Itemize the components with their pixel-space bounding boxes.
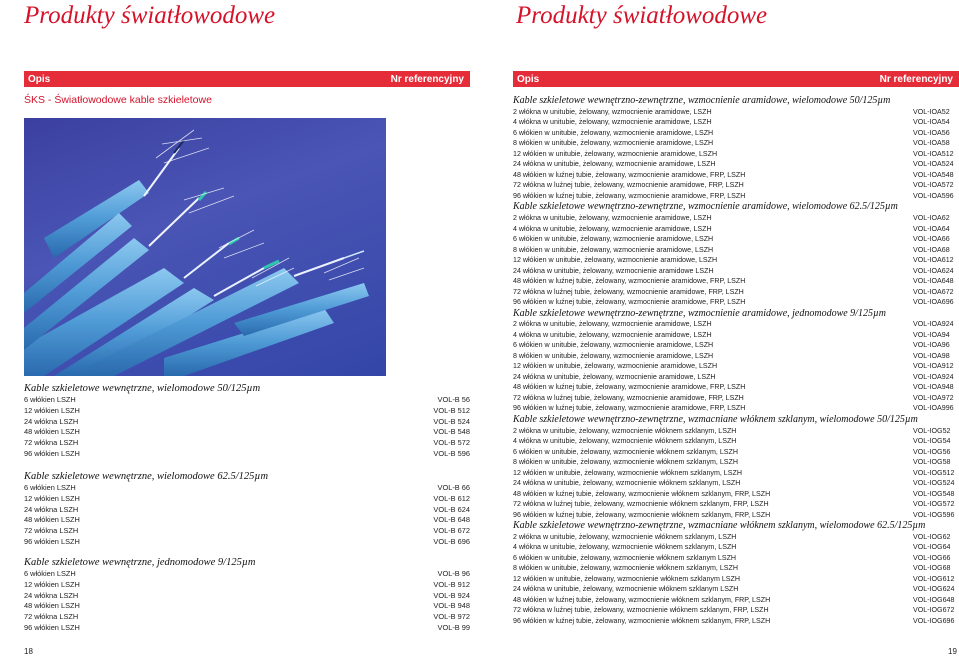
table-row (513, 234, 959, 245)
item-desc: 96 włókien w luźnej tubie, żelowany, wzmocnienie włóknem szklanym, FRP, LSZH (513, 510, 771, 519)
right-group-2 (513, 201, 959, 307)
table-row (513, 510, 959, 521)
table-row (24, 438, 470, 449)
section-title: ŚKS - Światłowodowe kable szkieletowe (24, 94, 212, 106)
item-code: VOL-IOG596 (913, 510, 955, 519)
item-code: VOL-IOA924 (913, 320, 954, 329)
item-code: VOL-IOA996 (913, 404, 954, 413)
item-desc: 12 włókien LSZH (24, 405, 80, 415)
item-code: VOL-IOA912 (913, 362, 954, 371)
item-code: VOL-B 612 (433, 493, 470, 503)
item-desc: 6 włókien w unitubie, żelowany, wzmocnienie aramidowe, LSZH (513, 341, 714, 350)
table-row (513, 117, 959, 128)
item-desc: 6 włókien w unitubie, żelowany, wzmocnienie włóknem szklanym, LSZH (513, 447, 738, 456)
item-desc: 24 włókna LSZH (24, 504, 79, 514)
item-desc: 72 włókna LSZH (24, 612, 79, 622)
item-code: VOL-B 548 (433, 427, 470, 437)
page-number-right: 19 (948, 647, 957, 656)
item-desc: 6 włókien LSZH (24, 483, 76, 492)
right-table-header (513, 71, 959, 87)
item-code: VOL-B 66 (437, 483, 470, 492)
item-code: VOL-B 912 (433, 579, 470, 589)
item-desc: 96 włókien w luźnej tubie, żelowany, wzmocnienie aramidowe, FRP, LSZH (513, 191, 746, 200)
item-desc: 12 włókien w unitubie, żelowany, wzmocnienie aramidowe, LSZH (513, 256, 718, 265)
item-desc: 12 włókien w unitubie, żelowany, wzmocnienie aramidowe, LSZH (513, 149, 718, 158)
item-desc: 48 włókien w luźnej tubie, żelowany, wzmocnienie aramidowe, FRP, LSZH (513, 383, 746, 392)
item-code: VOL-B 596 (433, 448, 470, 458)
item-desc: 12 włókien LSZH (24, 493, 80, 503)
item-code: VOL-IOA924 (913, 372, 954, 381)
left-page-title: Produkty światłowodowe (24, 2, 276, 29)
item-desc: 4 włókna w unitubie, żelowany, wzmocnienie aramidowe, LSZH (513, 330, 712, 339)
table-row (513, 170, 959, 181)
item-code: VOL-IOG572 (913, 500, 955, 509)
right-group-5 (513, 520, 959, 626)
item-code: VOL-IOA696 (913, 298, 954, 307)
table-row (513, 351, 959, 362)
table-row (513, 191, 959, 202)
table-row (513, 330, 959, 341)
table-row (24, 601, 470, 612)
item-code: VOL-IOA66 (913, 235, 950, 244)
table-row (513, 255, 959, 266)
table-row (513, 574, 959, 585)
item-desc: 72 włókna LSZH (24, 526, 79, 536)
group-title: Kable szkieletowe wewnętrzne, jednomodowe 9/125µm (24, 557, 256, 568)
item-code: VOL-IOG54 (913, 437, 951, 446)
right-page-title: Produkty światłowodowe (516, 2, 768, 29)
table-row (513, 532, 959, 543)
item-code: VOL-B 648 (433, 515, 470, 525)
item-code: VOL-B 972 (433, 612, 470, 622)
item-code: VOL-IOG524 (913, 479, 955, 488)
item-desc: 8 włókien w unitubie, żelowany, wzmocnienie włóknem szklanym, LSZH (513, 564, 738, 573)
table-row (513, 478, 959, 489)
item-desc: 6 włókien LSZH (24, 569, 76, 578)
table-row (24, 537, 470, 548)
item-code: VOL-IOA672 (913, 287, 954, 296)
item-code: VOL-IOG52 (913, 426, 951, 435)
item-code: VOL-IOA948 (913, 383, 954, 392)
item-desc: 4 włókna w unitubie, żelowany, wzmocnienie aramidowe, LSZH (513, 118, 712, 127)
left-table-header (24, 71, 470, 87)
item-code: VOL-IOG512 (913, 468, 955, 477)
item-desc: 12 włókien w unitubie, żelowany, wzmocnienie włóknem szklanym LSZH (513, 574, 740, 583)
item-code: VOL-IOA548 (913, 170, 954, 179)
item-desc: 48 włókien LSZH (24, 515, 80, 525)
item-code: VOL-B 696 (433, 536, 470, 546)
item-code: VOL-IOA624 (913, 266, 954, 275)
table-row (24, 494, 470, 505)
table-row (513, 372, 959, 383)
table-row (24, 483, 470, 494)
item-code: VOL-IOA68 (913, 245, 950, 254)
table-row (513, 393, 959, 404)
item-desc: 72 włókna w luźnej tubie, żelowany, wzmocnienie aramidowe, FRP, LSZH (513, 287, 744, 296)
item-desc: 24 włókna LSZH (24, 590, 79, 600)
item-desc: 2 włókna w unitubie, żelowany, wzmocnienie aramidowe, LSZH (513, 107, 712, 116)
table-row (513, 382, 959, 393)
item-code: VOL-IOA596 (913, 191, 954, 200)
group-title: Kable szkieletowe wewnętrzno-zewnętrzne, wzmacniane włóknem szklanym, wielomodowe 62.5/125µm (513, 520, 926, 532)
left-group-1 (24, 382, 470, 460)
left-page (0, 0, 479, 657)
item-desc: 72 włókna LSZH (24, 438, 79, 448)
item-desc: 8 włókien w unitubie, żelowany, wzmocnienie aramidowe, LSZH (513, 245, 714, 254)
table-row (513, 605, 959, 616)
item-code: VOL-IOG612 (913, 574, 955, 583)
left-group-3 (24, 556, 470, 634)
table-row (513, 245, 959, 256)
item-desc: 48 włókien w luźnej tubie, żelowany, wzmocnienie włóknem szklanym, FRP, LSZH (513, 489, 771, 498)
table-row (513, 340, 959, 351)
right-group-1 (513, 95, 959, 201)
item-desc: 12 włókien w unitubie, żelowany, wzmocnienie włóknem szklanym, LSZH (513, 468, 742, 477)
item-code: VOL-IOA62 (913, 214, 950, 223)
item-desc: 48 włókien w luźnej tubie, żelowany, wzmocnienie aramidowe, FRP, LSZH (513, 277, 746, 286)
item-desc: 2 włókna w unitubie, żelowany, wzmocnienie aramidowe, LSZH (513, 214, 712, 223)
item-code: VOL-B 572 (433, 438, 470, 448)
item-desc: 24 włókna w unitubie, żelowany, wzmocnienie aramidowe LSZH (513, 266, 714, 275)
group-title: Kable szkieletowe wewnętrzno-zewnętrzne, wzmacniane włóknem szklanym, wielomodowe 50/125µm (513, 413, 918, 425)
left-group-2 (24, 470, 470, 548)
fiber-cable-illustration (24, 118, 386, 376)
table-row (513, 319, 959, 330)
table-row (24, 569, 470, 580)
item-code: VOL-IOG56 (913, 447, 951, 456)
right-product-list (513, 95, 959, 626)
item-desc: 24 włókna w unitubie, żelowany, wzmocnienie aramidowe, LSZH (513, 160, 716, 169)
item-code: VOL-IOG62 (913, 532, 951, 541)
item-desc: 12 włókien LSZH (24, 579, 80, 589)
table-row (24, 515, 470, 526)
item-desc: 6 włókien w unitubie, żelowany, wzmocnienie aramidowe, LSZH (513, 235, 714, 244)
table-row (24, 417, 470, 428)
table-row (513, 276, 959, 287)
item-code: VOL-IOG68 (913, 564, 951, 573)
item-code: VOL-IOA512 (913, 149, 954, 158)
item-code: VOL-B 624 (433, 504, 470, 514)
item-desc: 24 włókna w unitubie, żelowany, wzmocnienie aramidowe, LSZH (513, 372, 716, 381)
item-code: VOL-B 948 (433, 601, 470, 611)
item-desc: 4 włókna w unitubie, żelowany, wzmocnienie włóknem szklanym, LSZH (513, 437, 737, 446)
table-row (513, 436, 959, 447)
table-row (513, 287, 959, 298)
item-desc: 48 włókien w luźnej tubie, żelowany, wzmocnienie aramidowe, FRP, LSZH (513, 170, 746, 179)
table-row (24, 623, 470, 634)
item-code: VOL-B 99 (437, 622, 470, 632)
table-row (513, 213, 959, 224)
table-row (513, 138, 959, 149)
right-group-3 (513, 308, 959, 414)
item-desc: 72 włókna w luźnej tubie, żelowany, wzmocnienie włóknem szklanym, FRP, LSZH (513, 500, 769, 509)
table-row (513, 426, 959, 437)
group-title: Kable szkieletowe wewnętrzno-zewnętrzne, wzmocnienie aramidowe, wielomodowe 50/125µm (513, 95, 891, 106)
item-desc: 72 włókna w luźnej tubie, żelowany, wzmocnienie aramidowe, FRP, LSZH (513, 181, 744, 190)
item-code: VOL-IOA524 (913, 160, 954, 169)
table-row (513, 149, 959, 160)
group-title: Kable szkieletowe wewnętrzne, wielomodowe 62.5/125µm (24, 471, 269, 482)
table-row (513, 616, 959, 627)
item-desc: 96 włókien LSZH (24, 622, 80, 632)
item-desc: 96 włókien LSZH (24, 536, 80, 546)
item-desc: 24 włókna w unitubie, żelowany, wzmocnienie włóknem szklanym, LSZH (513, 479, 741, 488)
item-desc: 4 włókna w unitubie, żelowany, wzmocnienie włóknem szklanym, LSZH (513, 543, 737, 552)
item-code: VOL-IOA98 (913, 351, 950, 360)
item-code: VOL-IOA612 (913, 256, 954, 265)
item-desc: 6 włókien w unitubie, żelowany, wzmocnienie włóknem szklanym LSZH (513, 553, 737, 562)
item-code: VOL-IOG624 (913, 585, 955, 594)
item-code: VOL-IOG66 (913, 553, 951, 562)
right-group-4 (513, 414, 959, 520)
item-code: VOL-B 512 (433, 405, 470, 415)
item-desc: 72 włókna w luźnej tubie, żelowany, wzmocnienie aramidowe, FRP, LSZH (513, 393, 744, 402)
item-code: VOL-IOA96 (913, 341, 950, 350)
item-desc: 96 włókien w luźnej tubie, żelowany, wzmocnienie aramidowe, FRP, LSZH (513, 404, 746, 413)
item-code: VOL-B 56 (437, 395, 470, 404)
right-header-ref: Nr referencyjny (879, 73, 953, 85)
item-code: VOL-IOG696 (913, 616, 955, 625)
item-code: VOL-IOA972 (913, 393, 954, 402)
item-code: VOL-IOA572 (913, 181, 954, 190)
table-row (513, 584, 959, 595)
right-header-desc: Opis (517, 73, 540, 85)
table-row (24, 427, 470, 438)
item-desc: 72 włókna w luźnej tubie, żelowany, wzmocnienie włóknem szklanym, FRP, LSZH (513, 606, 769, 615)
item-code: VOL-IOA648 (913, 277, 954, 286)
item-desc: 8 włókien w unitubie, żelowany, wzmocnienie aramidowe, LSZH (513, 139, 714, 148)
table-row (24, 449, 470, 460)
table-row (24, 526, 470, 537)
item-code: VOL-IOG548 (913, 489, 955, 498)
item-code: VOL-IOA64 (913, 224, 950, 233)
item-code: VOL-IOA52 (913, 107, 950, 116)
table-row (513, 499, 959, 510)
table-row (513, 297, 959, 308)
table-row (513, 542, 959, 553)
item-code: VOL-B 924 (433, 590, 470, 600)
page-number-left: 18 (24, 647, 33, 656)
table-row (24, 395, 470, 406)
table-row (513, 563, 959, 574)
table-row (513, 403, 959, 414)
table-row (513, 468, 959, 479)
table-row (513, 180, 959, 191)
item-desc: 6 włókien w unitubie, żelowany, wzmocnienie aramidowe, LSZH (513, 128, 714, 137)
item-code: VOL-IOA54 (913, 118, 950, 127)
table-row (513, 128, 959, 139)
item-desc: 8 włókien w unitubie, żelowany, wzmocnienie aramidowe, LSZH (513, 351, 714, 360)
item-code: VOL-IOG58 (913, 458, 951, 467)
item-code: VOL-B 672 (433, 526, 470, 536)
group-title: Kable szkieletowe wewnętrzno-zewnętrzne, wzmocnienie aramidowe, wielomodowe 62.5/125µm (513, 201, 898, 213)
item-desc: 96 włókien LSZH (24, 448, 80, 458)
item-desc: 24 włókna LSZH (24, 416, 79, 426)
item-desc: 24 włókna w unitubie, żelowany, wzmocnienie włóknem szklanym LSZH (513, 585, 739, 594)
table-row (513, 107, 959, 118)
item-desc: 12 włókien w unitubie, żelowany, wzmocnienie aramidowe, LSZH (513, 362, 718, 371)
item-code: VOL-IOG672 (913, 606, 955, 615)
item-desc: 48 włókien LSZH (24, 427, 80, 437)
item-desc: 6 włókien LSZH (24, 395, 76, 404)
item-code: VOL-IOA56 (913, 128, 950, 137)
item-desc: 96 włókien w luźnej tubie, żelowany, wzmocnienie włóknem szklanym, FRP, LSZH (513, 616, 771, 625)
item-code: VOL-B 96 (437, 569, 470, 578)
table-row (24, 612, 470, 623)
item-desc: 2 włókna w unitubie, żelowany, wzmocnienie włóknem szklanym, LSZH (513, 426, 737, 435)
item-desc: 96 włókien w luźnej tubie, żelowany, wzmocnienie aramidowe, FRP, LSZH (513, 298, 746, 307)
fiber-cable-photo (24, 118, 386, 376)
item-code: VOL-IOG64 (913, 543, 951, 552)
table-row (513, 553, 959, 564)
group-title: Kable szkieletowe wewnętrzno-zewnętrzne, wzmocnienie aramidowe, jednomodowe 9/125µm (513, 307, 886, 319)
table-row (513, 489, 959, 500)
group-title: Kable szkieletowe wewnętrzne, wielomodowe 50/125µm (24, 383, 261, 394)
table-row (24, 505, 470, 516)
table-row (24, 580, 470, 591)
item-code: VOL-B 524 (433, 416, 470, 426)
item-code: VOL-IOA58 (913, 139, 950, 148)
left-header-ref: Nr referencyjny (390, 73, 464, 85)
item-code: VOL-IOA94 (913, 330, 950, 339)
table-row (513, 159, 959, 170)
table-row (513, 447, 959, 458)
table-row (513, 224, 959, 235)
item-desc: 8 włókien w unitubie, żelowany, wzmocnienie włóknem szklanym, LSZH (513, 458, 738, 467)
table-row (513, 266, 959, 277)
item-desc: 2 włókna w unitubie, żelowany, wzmocnienie aramidowe, LSZH (513, 320, 712, 329)
item-desc: 48 włókien w luźnej tubie, żelowany, wzmocnienie włóknem szklanym, FRP, LSZH (513, 595, 771, 604)
left-header-desc: Opis (28, 73, 51, 85)
item-desc: 48 włókien LSZH (24, 601, 80, 611)
table-row (513, 457, 959, 468)
table-row (24, 591, 470, 602)
table-row (513, 361, 959, 372)
table-row (513, 595, 959, 606)
item-desc: 4 włókna w unitubie, żelowany, wzmocnienie aramidowe, LSZH (513, 224, 712, 233)
table-row (24, 406, 470, 417)
item-code: VOL-IOG648 (913, 595, 955, 604)
item-desc: 2 włókna w unitubie, żelowany, wzmocnienie włóknem szklanym, LSZH (513, 532, 737, 541)
